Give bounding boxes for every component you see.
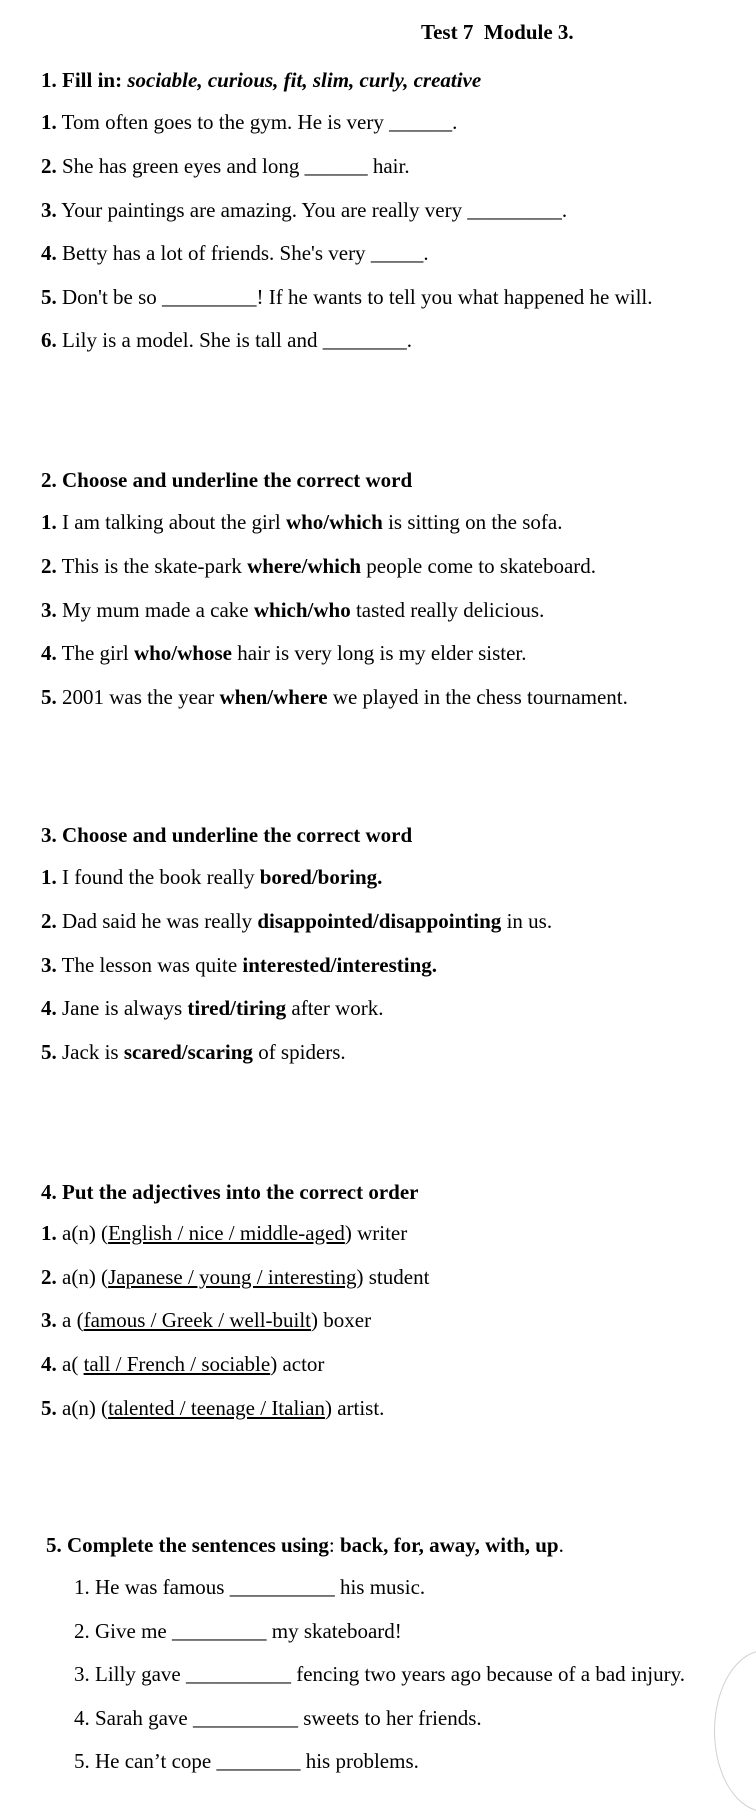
section-3-item: [41, 867, 382, 888]
word-choice[interactable]: where/which: [247, 554, 362, 578]
item-text: I found the book really: [56, 865, 260, 889]
item-number: 4.: [41, 641, 57, 665]
word-choice[interactable]: interested/interesting.: [242, 953, 438, 977]
item-text-end: hair.: [367, 154, 410, 178]
item-text-end: ) writer: [344, 1221, 408, 1245]
item-text: Jane is always: [56, 996, 188, 1020]
item-number: 5.: [41, 1396, 57, 1420]
item-text-end: in us.: [501, 909, 553, 933]
item-text: a(n) (: [56, 1221, 109, 1245]
item-text: a(: [56, 1352, 84, 1376]
item-text-end: ) boxer: [311, 1308, 372, 1332]
item-number: 5.: [74, 1749, 90, 1773]
section-3-item: [41, 1042, 346, 1063]
item-text-end: .: [452, 110, 458, 134]
item-number: 3.: [41, 1308, 57, 1332]
word-choice[interactable]: disappointed/disappointing: [257, 909, 502, 933]
adjective-list: tall / French / sociable: [83, 1352, 271, 1376]
adjective-list: talented / teenage / Italian: [108, 1396, 325, 1420]
item-text-end: after work.: [286, 996, 384, 1020]
item-text-end: .: [423, 241, 429, 265]
item-text-end: ) actor: [270, 1352, 325, 1376]
item-text: a (: [56, 1308, 84, 1332]
adjective-list: Japanese / young / interesting: [108, 1265, 357, 1289]
adjective-list: English / nice / middle-aged: [108, 1221, 345, 1245]
item-number: 4.: [74, 1706, 90, 1730]
item-number: 1.: [74, 1575, 90, 1599]
section-4-item: [41, 1267, 429, 1288]
page-title: Test 7 Module 3.: [421, 20, 574, 44]
section-4-item: [41, 1223, 407, 1244]
item-number: 4.: [41, 996, 57, 1020]
section-1-item: [41, 330, 412, 351]
item-text-end: .: [406, 328, 412, 352]
item-number: 1.: [41, 865, 57, 889]
item-text-end: ) artist.: [324, 1396, 385, 1420]
item-text-end: is sitting on the sofa.: [382, 510, 563, 534]
section-5-heading-colon: :: [328, 1533, 340, 1557]
item-text: Lily is a model. She is tall and: [56, 328, 323, 352]
item-number: 1.: [41, 110, 57, 134]
item-number: 3.: [41, 598, 57, 622]
item-number: 2.: [41, 154, 57, 178]
item-text-end: we played in the chess tournament.: [327, 685, 628, 709]
item-text: Lilly gave: [89, 1662, 186, 1686]
section-5-item: [74, 1621, 402, 1642]
word-choice[interactable]: when/where: [219, 685, 328, 709]
item-text: My mum made a cake: [56, 598, 254, 622]
section-3-item: [41, 911, 552, 932]
item-number: 1.: [41, 1221, 57, 1245]
section-5-item: [74, 1577, 425, 1598]
item-text: Don't be so: [56, 285, 163, 309]
item-text: Give me: [89, 1619, 172, 1643]
item-text-end: people come to skateboard.: [361, 554, 597, 578]
section-2-item: [41, 600, 544, 621]
item-text-end: tasted really delicious.: [350, 598, 545, 622]
section-2-item: [41, 556, 596, 577]
item-text-end: ) student: [356, 1265, 430, 1289]
answer-blank[interactable]: ________: [216, 1749, 301, 1773]
answer-blank[interactable]: _________: [467, 198, 562, 222]
section-1-item: [41, 243, 429, 264]
item-number: 2.: [41, 1265, 57, 1289]
section-2-item: [41, 687, 628, 708]
item-text: I am talking about the girl: [56, 510, 286, 534]
word-choice[interactable]: bored/boring.: [259, 865, 383, 889]
section-2-item: [41, 512, 562, 533]
page-corner-curl: [714, 1650, 756, 1812]
word-choice[interactable]: tired/tiring: [187, 996, 287, 1020]
section-4-heading: 4. Put the adjectives into the correct order: [41, 1180, 419, 1204]
item-text-end: .: [561, 198, 568, 222]
item-number: 3.: [41, 198, 57, 222]
item-text: Your paintings are amazing. You are really very: [56, 198, 468, 222]
section-3-item: [41, 955, 437, 976]
section-3-item: [41, 998, 384, 1019]
item-text-end: fencing two years ago because of a bad injury.: [290, 1662, 685, 1686]
section-1-item: [41, 200, 567, 221]
item-text: The girl: [56, 641, 134, 665]
answer-blank[interactable]: ______: [389, 110, 453, 134]
item-text-end: of spiders.: [252, 1040, 346, 1064]
item-text: The lesson was quite: [56, 953, 243, 977]
section-1-item: [41, 112, 457, 133]
item-text: Tom often goes to the gym. He is very: [56, 110, 390, 134]
item-number: 2.: [41, 909, 57, 933]
word-choice[interactable]: scared/scaring: [123, 1040, 253, 1064]
section-2-item: [41, 643, 527, 664]
item-text: Betty has a lot of friends. She's very: [56, 241, 371, 265]
answer-blank[interactable]: _____: [370, 241, 424, 265]
item-number: 4.: [41, 1352, 57, 1376]
answer-blank[interactable]: __________: [185, 1662, 291, 1686]
word-choice[interactable]: which/who: [253, 598, 351, 622]
item-number: 6.: [41, 328, 57, 352]
item-text: Sarah gave: [89, 1706, 193, 1730]
item-text-end: his problems.: [300, 1749, 419, 1773]
item-text: 2001 was the year: [56, 685, 220, 709]
item-number: 1.: [41, 510, 57, 534]
section-5-item: [74, 1664, 685, 1685]
section-5-heading-prefix: 5. Complete the sentences using: [46, 1533, 329, 1557]
item-number: 5.: [41, 285, 57, 309]
item-number: 3.: [74, 1662, 90, 1686]
item-text: This is the skate-park: [56, 554, 248, 578]
item-text-end: his music.: [334, 1575, 426, 1599]
item-number: 4.: [41, 241, 57, 265]
section-5-item: [74, 1708, 482, 1729]
section-4-item: [41, 1354, 324, 1375]
item-text: Jack is: [56, 1040, 124, 1064]
item-number: 2.: [41, 554, 57, 578]
item-text: He can’t cope: [89, 1749, 217, 1773]
item-text-end: my skateboard!: [266, 1619, 402, 1643]
section-1-item: [41, 156, 410, 177]
answer-blank[interactable]: _________: [171, 1619, 267, 1643]
word-choice[interactable]: who/whose: [133, 641, 232, 665]
section-5-heading: [46, 1533, 564, 1558]
item-number: 5.: [41, 685, 57, 709]
item-text-end: ! If he wants to tell you what happened he will.: [256, 285, 653, 309]
item-text: a(n) (: [56, 1396, 109, 1420]
item-number: 5.: [41, 1040, 57, 1064]
section-3-heading: 3. Choose and underline the correct word: [41, 823, 413, 847]
item-number: 2.: [74, 1619, 90, 1643]
section-5-heading-end: .: [558, 1533, 564, 1557]
section-1-heading-prefix: 1. Fill in:: [41, 68, 128, 92]
section-4-item: [41, 1398, 384, 1419]
answer-blank[interactable]: _________: [162, 285, 257, 309]
item-text: He was famous: [89, 1575, 230, 1599]
item-number: 3.: [41, 953, 57, 977]
section-1-word-list: sociable, curious, fit, slim, curly, creative: [127, 68, 482, 92]
adjective-list: famous / Greek / well-built: [83, 1308, 312, 1332]
item-text-end: sweets to her friends.: [297, 1706, 482, 1730]
section-2-heading: 2. Choose and underline the correct word: [41, 468, 413, 492]
section-1-item: [41, 287, 653, 308]
section-5-word-list: back, for, away, with, up: [340, 1533, 559, 1557]
item-text: a(n) (: [56, 1265, 109, 1289]
answer-blank[interactable]: __________: [192, 1706, 298, 1730]
item-text: She has green eyes and long: [56, 154, 305, 178]
answer-blank[interactable]: ________: [322, 328, 407, 352]
word-choice[interactable]: who/which: [285, 510, 383, 534]
answer-blank[interactable]: __________: [229, 1575, 335, 1599]
answer-blank[interactable]: ______: [304, 154, 368, 178]
section-5-item: [74, 1751, 419, 1772]
item-text-end: hair is very long is my elder sister.: [231, 641, 527, 665]
item-text: Dad said he was really: [56, 909, 258, 933]
section-4-item: [41, 1310, 371, 1331]
section-1-heading: [41, 68, 481, 93]
